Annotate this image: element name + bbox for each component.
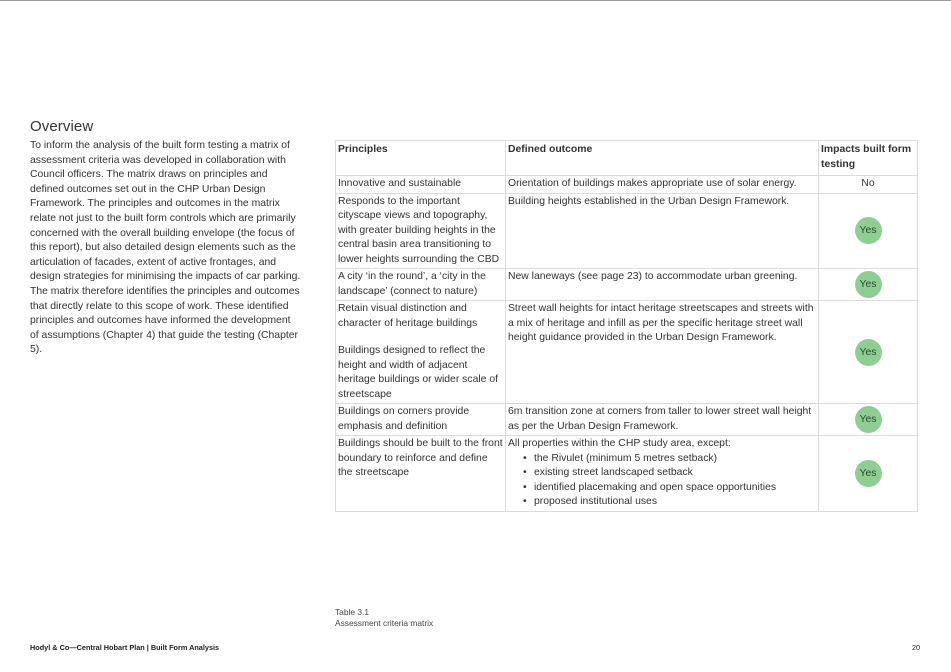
list-item: • identified placemaking and open space opportunities <box>534 481 816 496</box>
impact-cell <box>819 176 918 194</box>
table-row <box>336 193 918 269</box>
principle-cell: Responds to the important cityscape views and topography, with greater building heights in the central basin area transitioning to lower heights surrounding the CBD <box>336 193 506 269</box>
impact-yes-badge: Yes <box>855 217 882 244</box>
table-row <box>336 404 918 436</box>
impact-cell <box>819 436 918 512</box>
caption-text: Assessment criteria matrix <box>335 617 434 628</box>
principle-text: Retain visual distinction and character of heritage buildings <box>338 303 478 329</box>
principle-cell: A city ‘in the round’, a ‘city in the landscape’ (connect to nature) <box>336 269 506 301</box>
outcome-cell: Building heights established in the Urban Design Framework. <box>506 193 819 269</box>
outcome-cell: 6m transition zone at corners from taller to lower street wall height as per the Urban Design Framework. <box>506 404 819 436</box>
table-caption <box>335 607 433 628</box>
table-row <box>336 269 918 301</box>
impact-cell <box>819 193 918 269</box>
assessment-criteria-table <box>335 140 918 512</box>
principle-text: Buildings designed to reflect the height and width of adjacent heritage buildings or wider scale of streetscape <box>338 345 498 400</box>
impact-cell <box>819 404 918 436</box>
principle-cell <box>336 301 506 404</box>
impact-yes-badge: Yes <box>855 271 882 298</box>
impact-cell <box>819 269 918 301</box>
list-item: • proposed institutional uses <box>534 495 816 510</box>
table-header-row <box>336 141 918 176</box>
table-row <box>336 301 918 404</box>
impact-cell <box>819 301 918 404</box>
principle-cell: Buildings on corners provide emphasis and definition <box>336 404 506 436</box>
principle-cell: Buildings should be built to the front boundary to reinforce and define the streetscape <box>336 436 506 512</box>
table-row <box>336 176 918 194</box>
impact-no-label: No <box>861 178 875 189</box>
outcome-cell: New laneways (see page 23) to accommodate urban greening. <box>506 269 819 301</box>
outcome-cell: Street wall heights for intact heritage streetscapes and streets with a mix of heritage and infill as per the specific heritage street wall height guidance provided in the Urban Design Framework. <box>506 301 819 404</box>
principle-cell: Innovative and sustainable <box>336 176 506 194</box>
intro-paragraph: To inform the analysis of the built form testing a matrix of assessment criteria was developed in collaboration with Council officers. The matrix draws on principles and defined outcomes set out in the CHP Urban Design Framework. The principles and outcomes in the matrix relate not just to the built form controls which are primarily concerned with the overall building envelope (the focus of this report), but also detailed design elements such as the articulation of facades, extent of active frontages, and design strategies for minimising the impacts of car parking. The matrix therefore identifies the principles and outcomes that directly relate to this scope of work. These identified principles and outcomes have informed the development of assumptions (Chapter 4) that guide the testing (Chapter 5). <box>30 140 301 356</box>
table-row <box>336 436 918 512</box>
outcome-cell: Orientation of buildings makes appropriate use of solar energy. <box>506 176 819 194</box>
impact-yes-badge: Yes <box>855 406 882 433</box>
outcome-text: All properties within the CHP study area, except: <box>508 438 731 449</box>
page-number: 20 <box>912 643 921 652</box>
caption-number: Table 3.1 <box>335 607 369 617</box>
column-header-outcome: Defined outcome <box>506 141 819 176</box>
column-header-impact: Impacts built form testing <box>819 141 918 176</box>
list-item: • existing street landscaped setback <box>534 466 816 481</box>
page-title: Overview <box>30 118 94 136</box>
impact-yes-badge: Yes <box>855 460 882 487</box>
list-item: • the Rivulet (minimum 5 metres setback) <box>534 452 816 467</box>
outcome-cell <box>506 436 819 512</box>
exceptions-list <box>508 452 816 510</box>
column-header-principles: Principles <box>336 141 506 176</box>
footer-document-title: Hodyl & Co—Central Hobart Plan | Built Form Analysis <box>30 643 220 652</box>
top-rule <box>0 0 951 1</box>
impact-yes-badge: Yes <box>855 339 882 366</box>
